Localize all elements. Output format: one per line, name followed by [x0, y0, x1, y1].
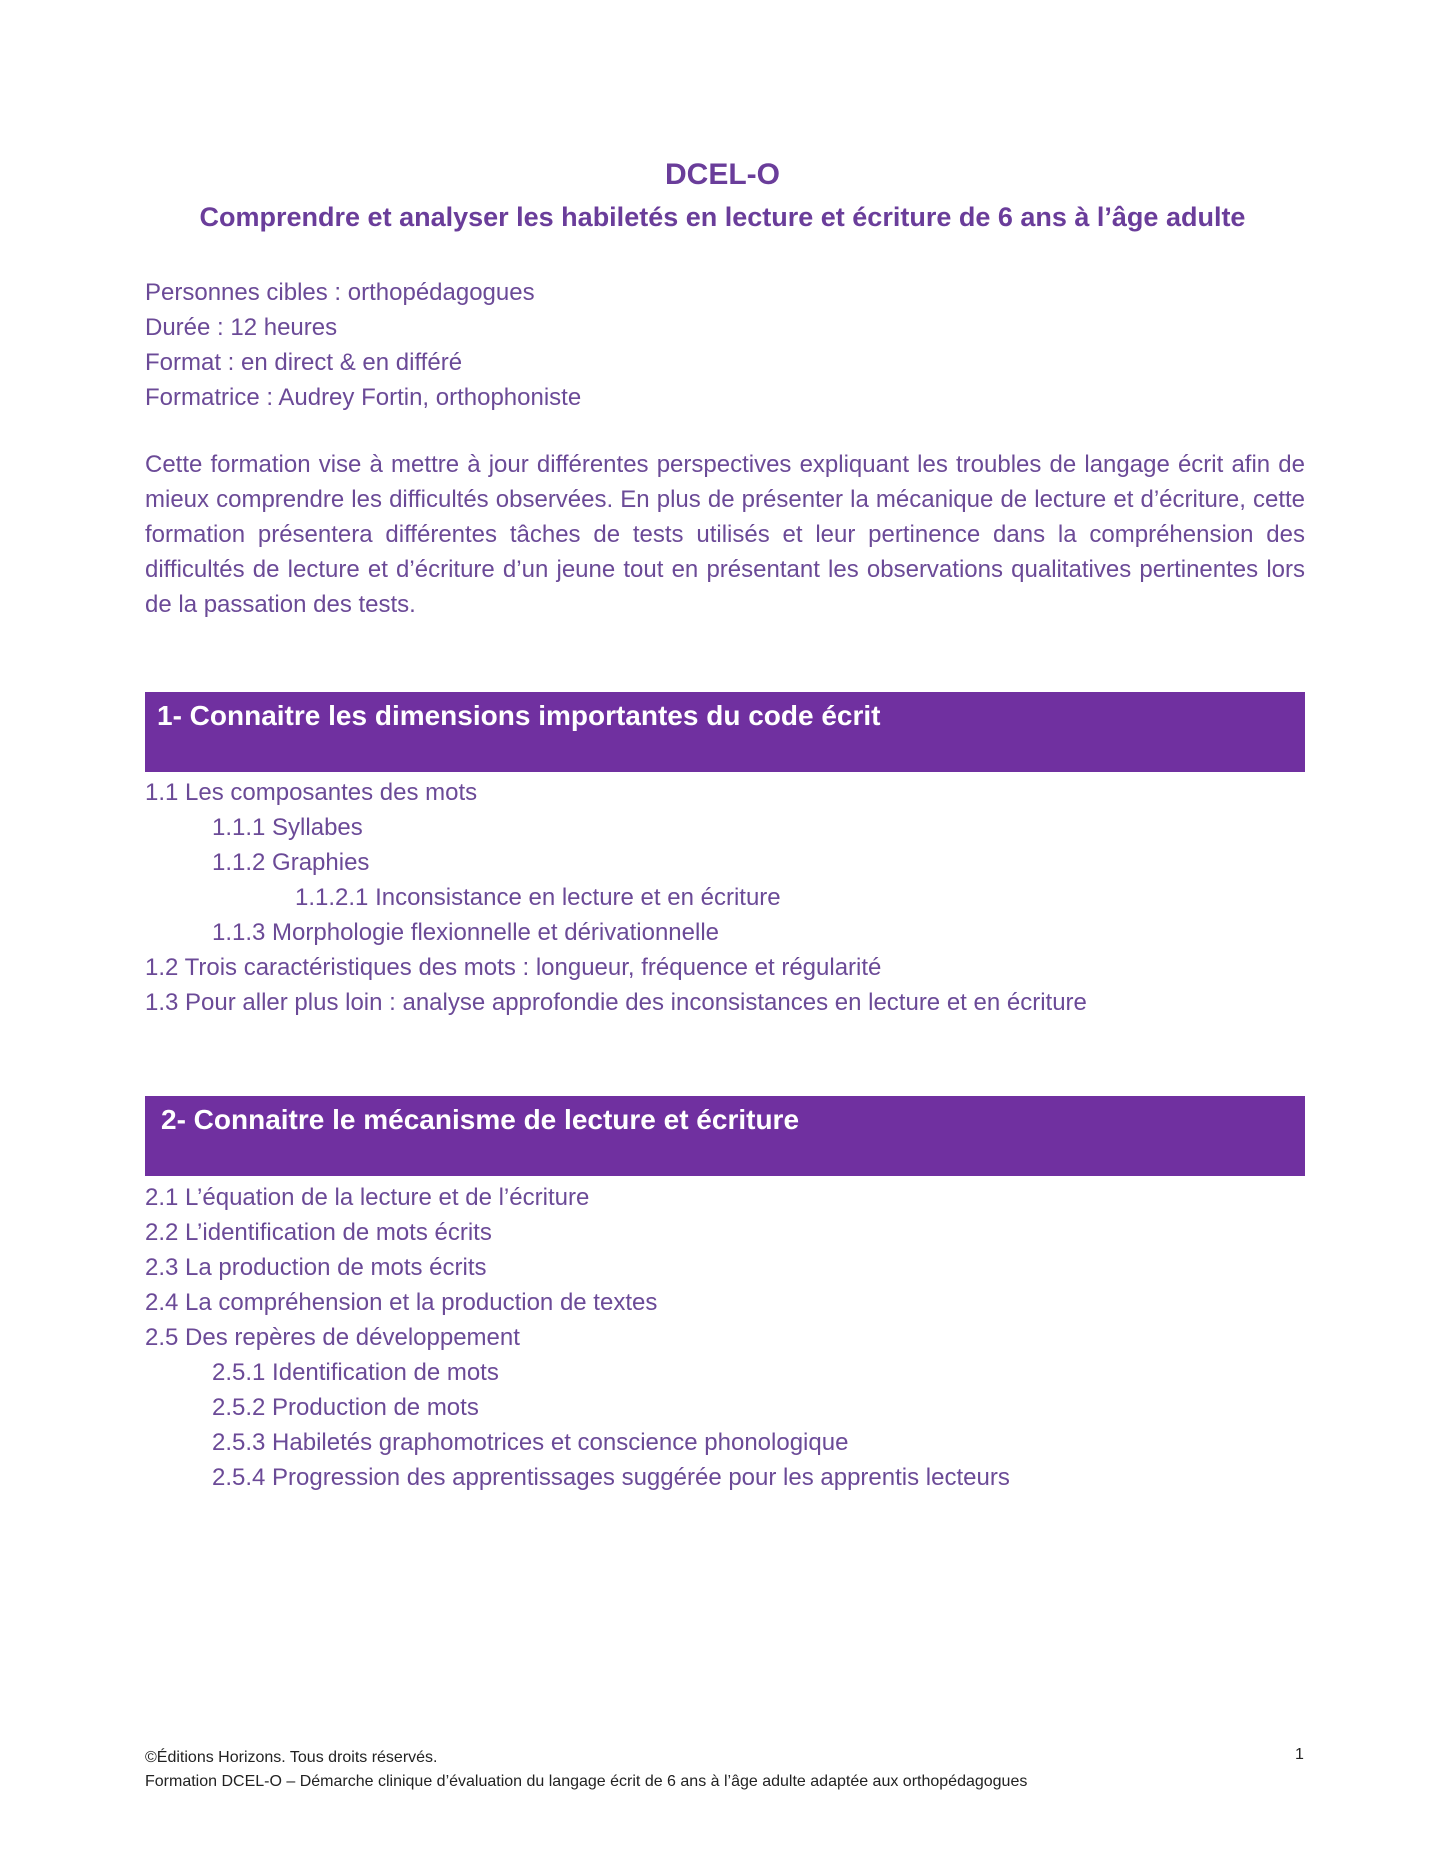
duration: Durée : 12 heures: [145, 314, 338, 341]
list-item: 1.1.1 Syllabes: [212, 814, 363, 841]
footer-copyright: ©Éditions Horizons. Tous droits réservés.: [145, 1749, 438, 1766]
format: Format : en direct & en différé: [145, 349, 463, 376]
section-1-heading: 1- Connaitre les dimensions importantes du code écrit: [157, 700, 881, 731]
footer-formation: Formation DCEL-O – Démarche clinique d’évaluation du langage écrit de 6 ans à l’âge adulte adaptée aux orthopédagogues: [145, 1773, 1028, 1790]
section-2-heading: 2- Connaitre le mécanisme de lecture et écriture: [161, 1104, 800, 1135]
section-2-header: [145, 1096, 1305, 1176]
list-item: 2.2 L’identification de mots écrits: [145, 1219, 492, 1246]
list-item: 2.5.2 Production de mots: [212, 1394, 479, 1421]
list-item: 1.1 Les composantes des mots: [145, 779, 478, 806]
list-item: 2.1 L’équation de la lecture et de l’écriture: [145, 1184, 590, 1211]
list-item: 2.5.4 Progression des apprentissages suggérée pour les apprentis lecteurs: [212, 1464, 1010, 1491]
footer: [145, 1746, 1027, 1794]
target-audience: Personnes cibles : orthopédagogues: [145, 279, 535, 306]
list-item: 2.5.1 Identification de mots: [212, 1359, 499, 1386]
course-description: Cette formation vise à mettre à jour différentes perspectives expliquant les troubles de langage écrit afin de mieux comprendre les difficultés observées. En plus de présenter la mécanique de lecture et d’écriture, cette formation présentera différentes tâches de tests utilisés et leur pertinence dans la compréhension des difficultés de lecture et d’écriture d’un jeune tout en présentant les observations qualitatives pertinentes lors de la passation des tests.: [145, 451, 1305, 618]
list-item: 1.1.3 Morphologie flexionnelle et dérivationnelle: [212, 919, 719, 946]
section-1-list: [145, 775, 1087, 1020]
section-1-header: [145, 692, 1305, 772]
list-item: 1.1.2.1 Inconsistance en lecture et en écriture: [295, 884, 781, 911]
list-item: 2.5 Des repères de développement: [145, 1324, 520, 1351]
list-item: 2.5.3 Habiletés graphomotrices et conscience phonologique: [212, 1429, 849, 1456]
list-item: 1.2 Trois caractéristiques des mots : longueur, fréquence et régularité: [145, 954, 882, 981]
list-item: 1.1.2 Graphies: [212, 849, 370, 876]
course-info: [145, 275, 581, 415]
document-subtitle: Comprendre et analyser les habiletés en lecture et écriture de 6 ans à l’âge adulte: [199, 202, 1246, 232]
section-2-list: [145, 1180, 1010, 1495]
trainer: Formatrice : Audrey Fortin, orthophoniste: [145, 384, 582, 411]
list-item: 2.3 La production de mots écrits: [145, 1254, 487, 1281]
list-item: 2.4 La compréhension et la production de textes: [145, 1289, 658, 1316]
document-title: DCEL-O: [665, 158, 780, 191]
page-number: 1: [1295, 1746, 1304, 1763]
list-item: 1.3 Pour aller plus loin : analyse approfondie des inconsistances en lecture et en écriture: [145, 989, 1087, 1016]
